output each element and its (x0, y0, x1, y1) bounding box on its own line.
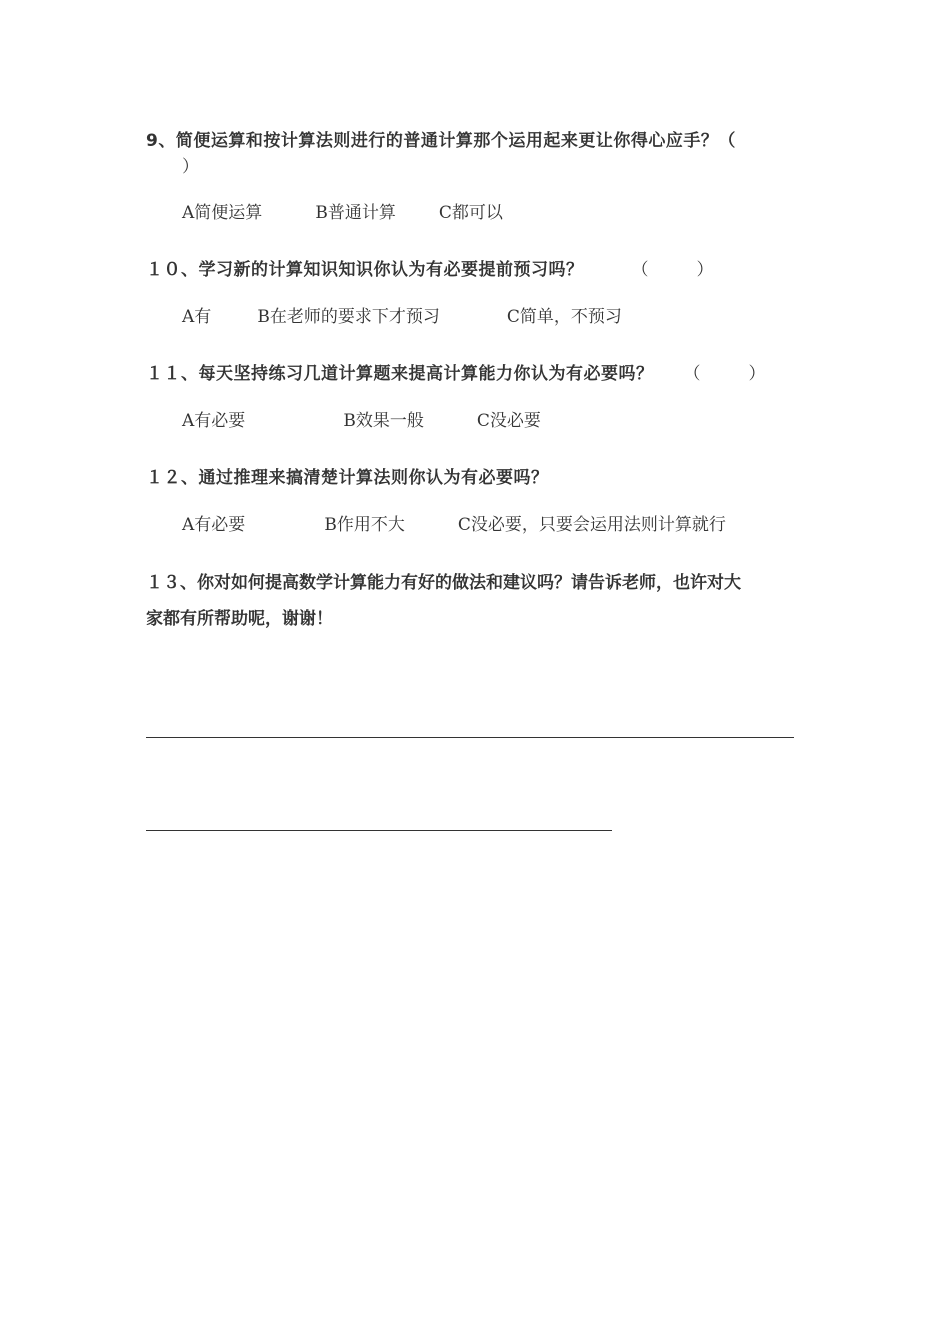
question-11 (146, 359, 766, 384)
option-c: C没必要 (476, 411, 541, 431)
option-a: A有 (182, 307, 212, 327)
question-10-options (182, 302, 622, 327)
option-b: B在老师的要求下才预习 (257, 307, 440, 327)
option-c: C没必要，只要会运用法则计算就行 (457, 515, 726, 535)
option-a: A有必要 (182, 515, 246, 535)
question-11-options (182, 406, 541, 431)
question-12-text: １２、通过推理来搞清楚计算法则你认为有必要吗？ (146, 468, 549, 488)
question-9-paren-close: ） (182, 157, 199, 177)
question-10 (146, 255, 714, 280)
option-b: B普通计算 (315, 203, 396, 223)
option-a: A有必要 (182, 411, 246, 431)
question-13-line-1: １３、你对如何提高数学计算能力有好的做法和建议吗？请告诉老师，也许对大 (146, 573, 741, 593)
answer-blank: （ ） (683, 364, 766, 384)
answer-line-1[interactable] (146, 737, 794, 738)
option-b: B作用不大 (324, 515, 405, 535)
answer-blank: （ ） (631, 260, 714, 280)
option-a: A简便运算 (182, 203, 263, 223)
question-9 (146, 126, 736, 151)
question-9-text: 9、简便运算和按计算法则进行的普通计算那个运用起来更让你得心应手？（ (146, 131, 736, 151)
option-b: B效果一般 (343, 411, 424, 431)
answer-line-2[interactable] (146, 830, 612, 831)
question-12 (146, 463, 549, 488)
option-c: C都可以 (438, 203, 503, 223)
question-9-options (182, 198, 503, 223)
question-12-options (182, 510, 726, 535)
question-11-text: １１、每天坚持练习几道计算题来提高计算能力你认为有必要吗？ (146, 364, 654, 384)
question-13-line-2: 家都有所帮助呢，谢谢！ (146, 609, 333, 629)
question-10-text: １０、学习新的计算知识知识你认为有必要提前预习吗？ (146, 260, 584, 280)
option-c: C简单，不预习 (506, 307, 622, 327)
